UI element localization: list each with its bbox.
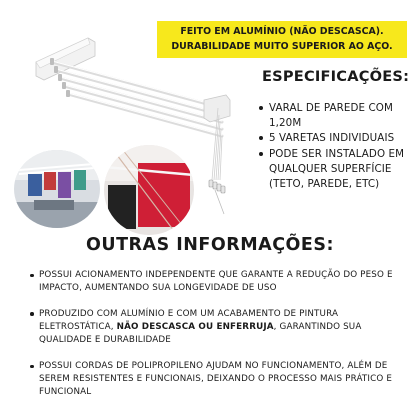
info-item-material-text-2: , GARANTINDO SUA QUALIDADE E DURABILIDADE [39, 322, 362, 346]
other-info-list [30, 269, 412, 412]
spec-item-rods: 5 VARETAS INDIVIDUAIS [258, 131, 418, 146]
info-item-material-highlight: NÃO DESCASCA OU ENFERRUJA [116, 322, 274, 333]
installed-rack-photo [14, 150, 100, 228]
spec-item-size: VARAL DE PAREDE COM 1,20M [258, 101, 418, 131]
specifications-list [258, 101, 418, 192]
info-item-material [30, 308, 412, 348]
info-item-activation: POSSUI ACIONAMENTO INDEPENDENTE QUE GARANTE A REDUÇÃO DO PESO E IMPACTO, AUMENTANDO SUA LONGEVIDADE DE USO [30, 269, 412, 295]
banner-line-1: FEITO EM ALUMÍNIO (NÃO DESCASCA). [180, 26, 384, 37]
info-item-material-text-1: PRODUZIDO COM ALUMÍNIO E COM UM ACABAMENTO DE PINTURA ELETROSTÁTICA, [39, 308, 339, 333]
info-item-cords: POSSUI CORDAS DE POLIPROPILENO AJUDAM NO FUNCIONAMENTO, ALÉM DE SEREM RESISTENTES E FUNCIONAIS, DEIXANDO O PROCESSO MAIS PRÁTICO E FUNCIONAL [30, 360, 412, 400]
other-info-heading: OUTRAS INFORMAÇÕES: [86, 235, 334, 255]
specifications-heading: ESPECIFICAÇÕES: [262, 68, 410, 85]
banner-line-2: DURABILIDADE MUITO SUPERIOR AO AÇO. [171, 41, 393, 52]
spec-item-installation: PODE SER INSTALADO EM QUALQUER SUPERFÍCIE (TETO, PAREDE, ETC) [258, 147, 418, 193]
rack-detail-photo [104, 145, 194, 235]
